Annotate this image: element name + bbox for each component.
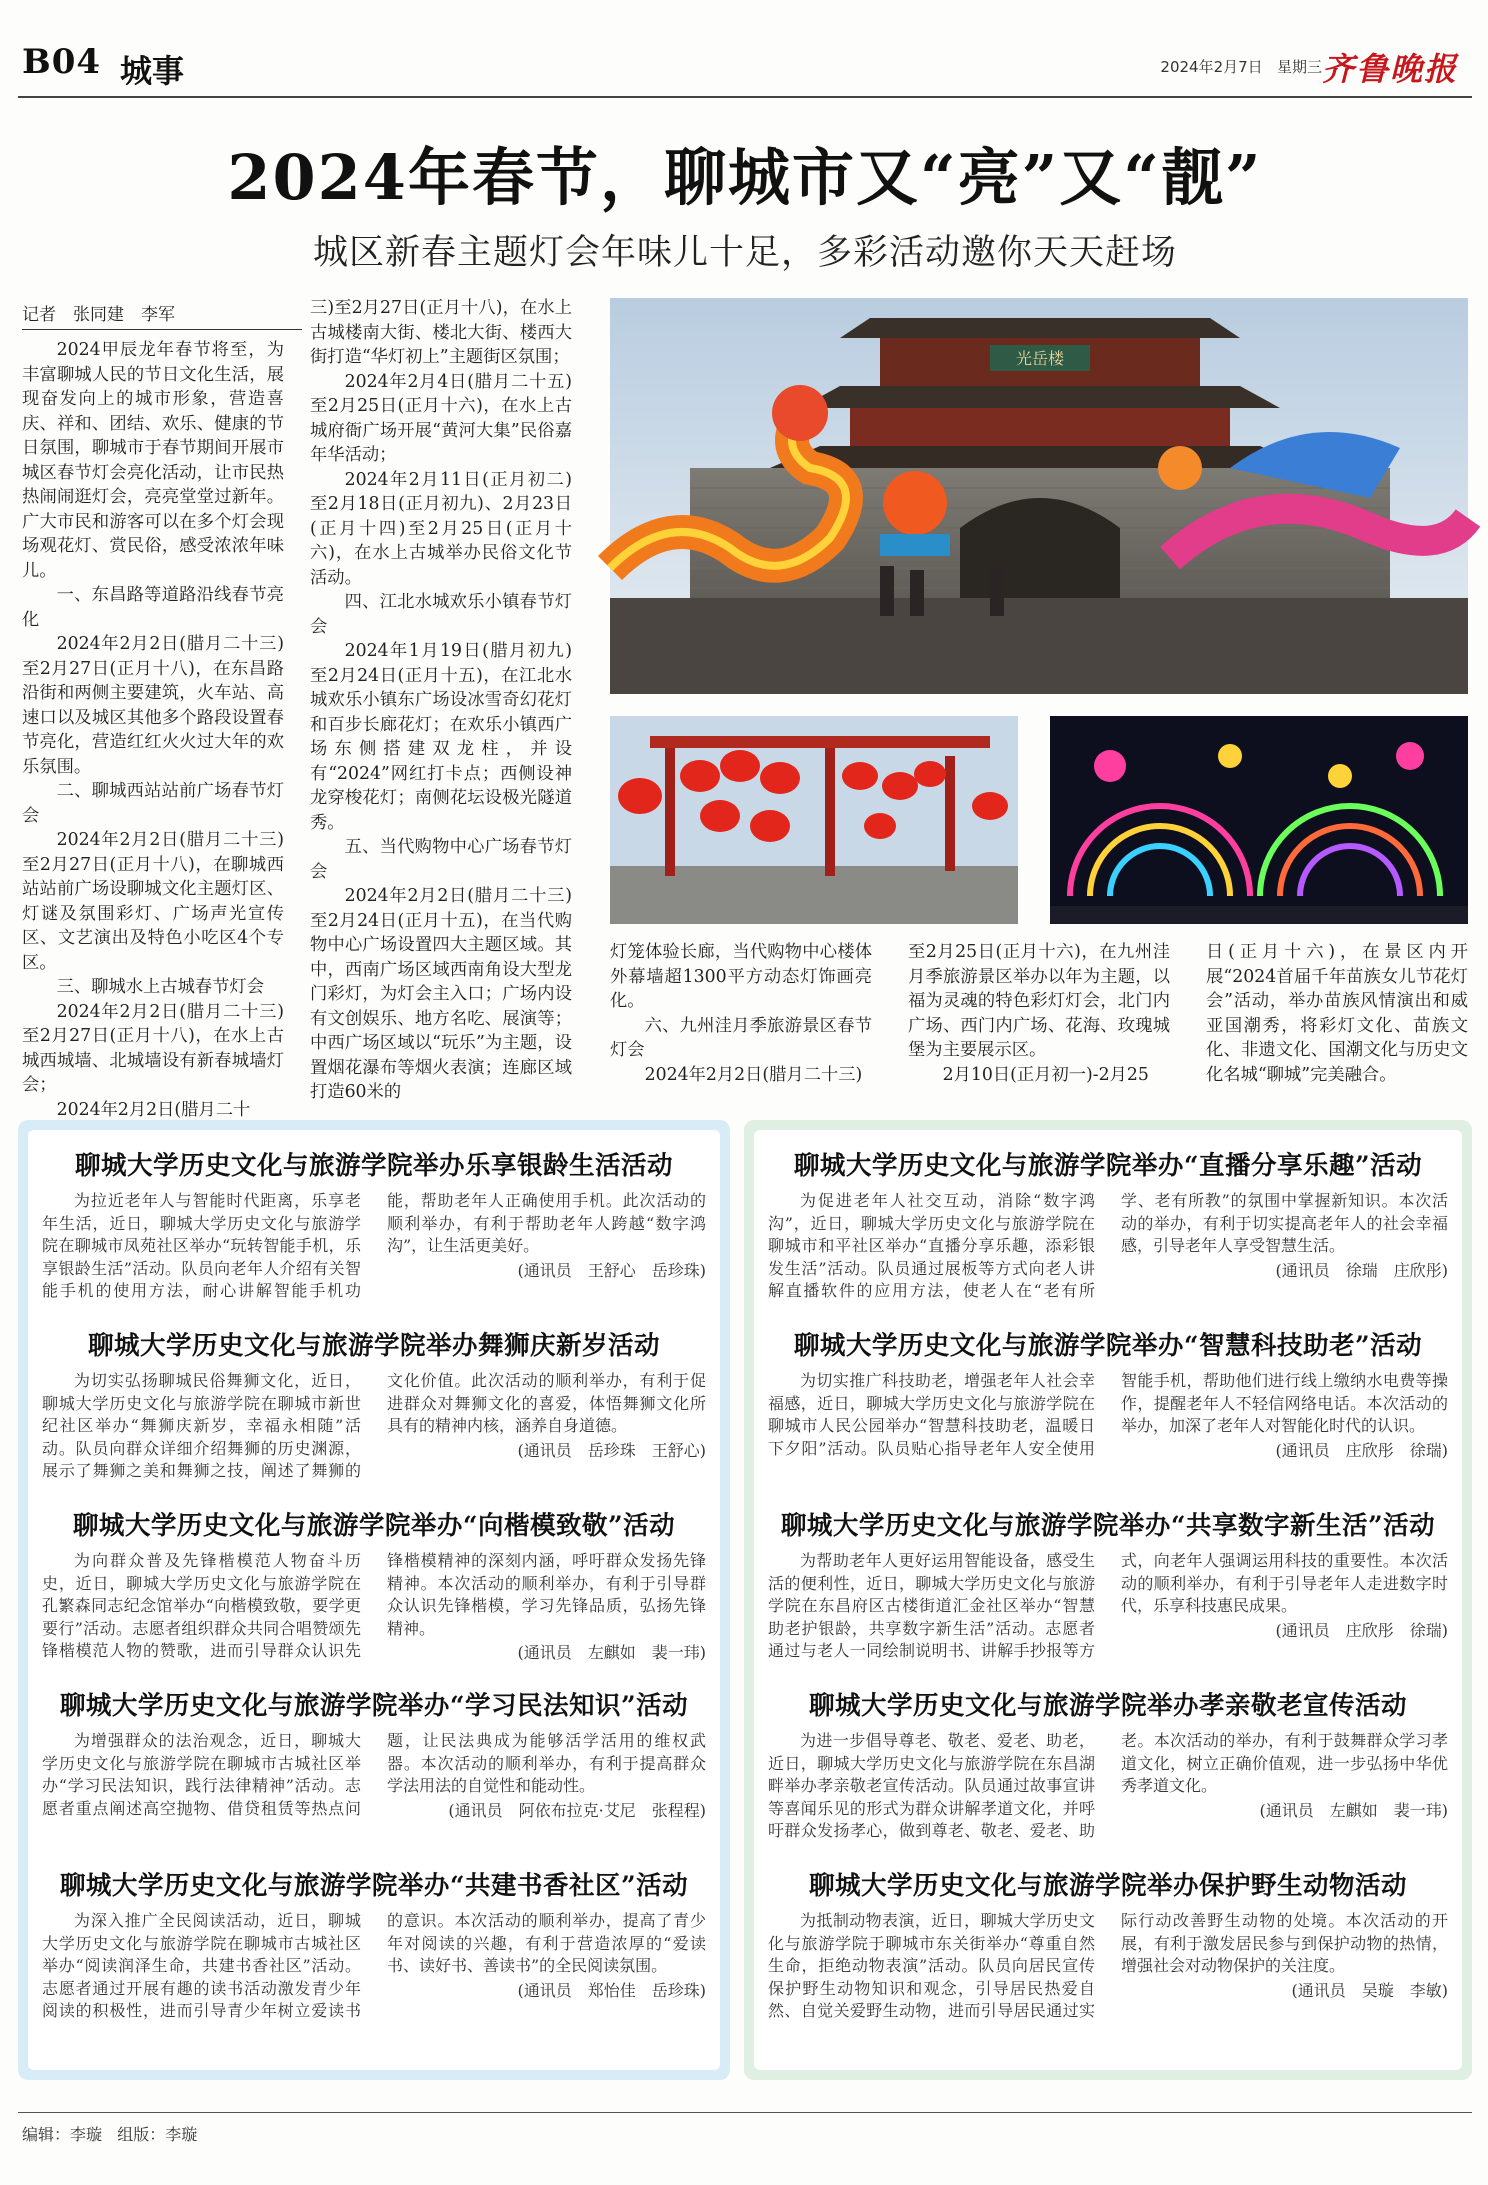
article-paragraph: 2024年2月2日(腊月二十三)至2月27日(正月十八)，在聊城西站站前广场设聊城文化主题灯区、灯谜及氛围彩灯、广场声光宣传区、文艺演出及特色小吃区4个专区。 (22, 830, 284, 973)
story-body: 为向群众普及先锋楷模范人物奋斗历史，近日，聊城大学历史文化与旅游学院在孔繁森同志纪念馆举办“向楷模致敬，要学更要行”活动。志愿者组织群众共同合唱赞颂先锋楷模范人物的赞歌，进而引导群众认识先锋楷模精神的深刻内涵，呼吁群众发扬先锋精神。本次活动的顺利举办，有利于引导群众认识先锋楷模，学习先锋品质，弘扬先锋精神。 (42, 1551, 706, 1660)
photo-red-lantern-corridor (610, 716, 1018, 924)
story-title: 聊城大学历史文化与旅游学院举办“直播分享乐趣”活动 (793, 1151, 1423, 1181)
story-body: 为抵制动物表演，近日，聊城大学历史文化与旅游学院于聊城市东关街举办“尊重自然生命，拒绝动物表演”活动。队员向居民宣传保护野生动物知识和观念，引导居民热爱自然、自觉关爱野生动物，进而引导居民通过实际行动改善野生动物的处境。本次活动的开展，有利于激发居民参与到保护动物的热情，增强社会对动物保护的关注度。 (768, 1911, 1448, 2020)
story-body: 为深入推广全民阅读活动，近日，聊城大学历史文化与旅游学院在聊城市古城社区举办“阅读润泽生命，共建书香社区”活动。志愿者通过开展有趣的读书活动激发青少年阅读的积极性，进而引导青少年树立爱读书的意识。本次活动的顺利举办，提高了青少年对阅读的兴趣，有利于营造浓厚的“爱读书、读好书、善读书”的全民阅读氛围。 (42, 1911, 706, 2020)
story-right-1 (768, 1146, 1448, 1303)
article-paragraph: 灯笼体验长廊，当代购物中心楼体外幕墙超1300平方动态灯饰画亮化。 (610, 942, 872, 1011)
article-paragraph: 2024年2月2日(腊月二十三)至2月27日(正月十八)，在东昌路沿街和两侧主要建筑，火车站、高速口以及城区其他多个路段设置春节亮化，营造红红火火过大年的欢乐氛围。 (22, 634, 284, 777)
story-body: 为进一步倡导尊老、敬老、爱老、助老，近日，聊城大学历史文化与旅游学院在东昌湖畔举办孝亲敬老宣传活动。队员通过故事宣讲等喜闻乐见的形式为群众讲解孝道文化，并呼吁群众发扬孝心，做到尊老、敬老、爱老、助老。本次活动的举办，有利于鼓舞群众学习孝道文化，树立正确价值观，进一步弘扬中华优秀孝道文化。 (768, 1731, 1448, 1840)
story-credit: (通讯员 左麒如 裴一玮) (517, 1643, 706, 1662)
article-paragraph: 四、江北水城欢乐小镇春节灯会 (310, 592, 572, 637)
story-body: 为切实推广科技助老，增强老年人社会幸福感，近日，聊城大学历史文化与旅游学院在聊城市人民公园举办“智慧科技助老，温暖日下夕阳”活动。队员贴心指导老年人安全使用智能手机，帮助他们进行线上缴纳水电费等操作，提醒老年人不轻信网络电话。本次活动的举办，加深了老年人对智能化时代的认识。 (768, 1371, 1448, 1458)
newspaper-logo: 齐鲁晚报 (1321, 50, 1458, 88)
story-left-5 (42, 1866, 706, 2023)
byline: 记者 张同建 李军 (22, 300, 302, 330)
story-left-2 (42, 1326, 706, 1483)
story-title: 聊城大学历史文化与旅游学院举办“向楷模致敬”活动 (72, 1511, 676, 1541)
box-right-panel (754, 1130, 1462, 2070)
story-title: 聊城大学历史文化与旅游学院举办“共建书香社区”活动 (59, 1871, 689, 1901)
article-paragraph: 至2月25日(正月十六)，在九州洼月季旅游景区举办以年为主题，以福为灵魂的特色彩灯灯会，北门内广场、西门内广场、花海、玫瑰城堡为主要展示区。 (908, 942, 1170, 1060)
story-credit: (通讯员 徐瑞 庄欣彤) (1275, 1260, 1448, 1280)
story-title: 聊城大学历史文化与旅游学院举办舞狮庆新岁活动 (87, 1331, 660, 1361)
story-credit: (通讯员 左麒如 裴一玮) (1259, 1800, 1448, 1820)
layout-credit: 组版：李璇 (117, 2125, 198, 2144)
box-left-panel (28, 1130, 720, 2070)
story-right-5 (768, 1866, 1448, 2023)
story-right-4 (768, 1686, 1448, 1843)
story-left-3 (42, 1506, 706, 1665)
story-left-4 (42, 1686, 706, 1822)
story-right-2 (768, 1326, 1448, 1462)
story-credit: (通讯员 岳珍珠 王舒心) (517, 1440, 706, 1460)
section-name: 城事 (120, 52, 185, 90)
story-right-3 (768, 1506, 1448, 1663)
story-body: 为增强群众的法治观念，近日，聊城大学历史文化与旅游学院在聊城市古城社区举办“学习民法知识，践行法律精神”活动。志愿者重点阐述高空抛物、借贷租赁等热点问题，让民法典成为能够活学活用的维权武器。本次活动的顺利举办，有利于提高群众学法用法的自觉性和能动性。 (42, 1731, 706, 1818)
dateline (1160, 56, 1322, 77)
footer-credits (22, 2122, 197, 2145)
story-body: 为切实弘扬聊城民俗舞狮文化，近日，聊城大学历史文化与旅游学院在聊城市新世纪社区举办“舞狮庆新岁，幸福永相随”活动。队员向群众详细介绍舞狮的历史渊源，展示了舞狮之美和舞狮之技，阐述了舞狮的文化价值。此次活动的顺利举办，有利于促进群众对舞狮文化的喜爱，体悟舞狮文化所具有的精神内核，涵养自身道德。 (42, 1371, 706, 1480)
article-paragraph: 2024年2月2日(腊月二十 (56, 1099, 251, 1120)
footer-divider (18, 2112, 1472, 2113)
story-body: 为促进老年人社交互动，消除“数字鸿沟”，近日，聊城大学历史文化与旅游学院在聊城市和平社区举办“直播分享乐趣，添彩银发生活”活动。队员通过展板等方式向老人讲解直播软件的应用方法，使老人在“老有所学、老有所教”的氛围中掌握新知识。本次活动的举办，有利于切实提高老年人的社会幸福感，引导老年人享受智慧生活。 (768, 1191, 1448, 1300)
issue-weekday: 星期三 (1276, 58, 1322, 76)
masthead (18, 38, 1472, 98)
article-column-3 (610, 940, 872, 1090)
story-body: 为拉近老年人与智能时代距离，乐享老年生活，近日，聊城大学历史文化与旅游学院在聊城市凤苑社区举办“玩转智能手机，乐享银龄生活”活动。队员向老年人介绍有关智能手机的使用方法，耐心讲解智能手机功能，帮助老年人正确使用手机。此次活动的顺利举办，有利于帮助老年人跨越“数字鸿沟”，让生活更美好。 (42, 1191, 706, 1300)
story-left-1 (42, 1146, 706, 1303)
article-column-4 (908, 940, 1170, 1090)
issue-date: 2024年2月7日 (1160, 58, 1263, 76)
story-credit: (通讯员 阿依布拉克·艾尼 张程程) (448, 1800, 706, 1820)
story-title: 聊城大学历史文化与旅游学院举办孝亲敬老宣传活动 (808, 1691, 1407, 1721)
article-column-5 (1206, 940, 1468, 1090)
page-code: B04 (22, 42, 102, 82)
article-paragraph: 二、聊城西站站前广场春节灯会 (22, 781, 284, 826)
article-paragraph: 2024年2月11日(正月初二)至2月18日(正月初九)、2月23日(正月十四)至2月25日(正月十六)，在水上古城举办民俗文化节活动。 (310, 469, 572, 588)
subheadline: 城区新春主题灯会年味儿十足，多彩活动邀你天天赶场 (312, 233, 1177, 273)
story-title: 聊城大学历史文化与旅游学院举办“共享数字新生活”活动 (780, 1511, 1436, 1541)
story-title: 聊城大学历史文化与旅游学院举办“学习民法知识”活动 (59, 1691, 689, 1721)
photo-neon-fan-lanterns (1050, 716, 1468, 924)
article-column-1 (22, 338, 284, 1120)
campus-news-box-right (744, 1120, 1472, 2080)
tower-plaque-text: 光岳楼 (1015, 349, 1065, 368)
story-credit: (通讯员 郑怡佳 岳珍珠) (517, 1980, 706, 2000)
article-paragraph: 三、聊城水上古城春节灯会 (56, 977, 264, 997)
photo-gate-tower-lanterns (610, 298, 1468, 694)
story-credit: (通讯员 吴璇 李敏) (1291, 1980, 1448, 2000)
article-paragraph: 2024年1月19日(腊月初九)至2月24日(正月十五)，在江北水城欢乐小镇东广场设冰雪奇幻花灯和百步长廊花灯；在欢乐小镇西广场东侧搭建双龙柱，并设有“2024”网红打卡点；西侧设神龙穿梭花灯；南侧花坛设极光隧道秀。 (310, 641, 572, 833)
article-paragraph: 三)至2月27日(正月十八)，在水上古城楼南大街、楼北大街、楼西大街打造“华灯初上”主题街区氛围； (310, 298, 572, 367)
article-paragraph: 2024年2月2日(腊月二十三)至2月24日(正月十五)，在当代购物中心广场设置四大主题区域。其中，西南广场区域西南角设大型龙门彩灯，为灯会主入口；广场内设有文创娱乐、地方名吃、展演等；中西广场区域以“玩乐”为主题，设置烟花瀑布等烟火表演；连廊区域打造60米的 (310, 886, 572, 1102)
article-paragraph: 2024甲辰龙年春节将至，为丰富聊城人民的节日文化生活，展现奋发向上的城市形象，营造喜庆、祥和、团结、欢乐、健康的节日氛围，聊城市于春节期间开展市城区春节灯会亮化活动，让市民热热闹闹逛灯会，亮亮堂堂过新年。广大市民和游客可以在多个灯会现场观花灯、赏民俗，感受浓浓年味儿。 (22, 340, 284, 581)
headline: 2024年春节，聊城市又“亮”又“靓” (227, 141, 1263, 214)
story-credit: (通讯员 庄欣彤 徐瑞) (1275, 1440, 1448, 1460)
story-title: 聊城大学历史文化与旅游学院举办保护野生动物活动 (808, 1871, 1407, 1901)
story-credit: (通讯员 王舒心 岳珍珠) (517, 1260, 706, 1280)
story-credit: (通讯员 庄欣彤 徐瑞) (1275, 1620, 1448, 1640)
article-paragraph: 日(正月十六)，在景区内开展“2024首届千年苗族女儿节花灯会”活动，举办苗族风情演出和威亚国潮秀，将彩灯文化、苗族文化、非遗文化、国潮文化与历史文化名城“聊城”完美融合。 (1206, 942, 1468, 1085)
story-title: 聊城大学历史文化与旅游学院举办“智慧科技助老”活动 (793, 1331, 1423, 1361)
article-column-2 (310, 296, 572, 1102)
story-title: 聊城大学历史文化与旅游学院举办乐享银龄生活活动 (74, 1151, 673, 1181)
campus-news-box-left (18, 1120, 730, 2080)
story-body: 为帮助老年人更好运用智能设备，感受生活的便利性，近日，聊城大学历史文化与旅游学院在东昌府区古楼街道汇金社区举办“智慧助老护银龄，共享数字新生活”活动。志愿者通过与老人一同绘制说明书、讲解手抄报等方式，向老年人强调运用科技的重要性。本次活动的顺利举办，有利于引导老年人走进数字时代，乐享科技惠民成果。 (768, 1551, 1448, 1660)
article-paragraph: 2024年2月2日(腊月二十三) (644, 1064, 863, 1085)
article-paragraph: 六、九州洼月季旅游景区春节灯会 (610, 1015, 872, 1060)
article-paragraph: 五、当代购物中心广场春节灯会 (310, 837, 572, 882)
article-paragraph: 一、东昌路等道路沿线春节亮化 (22, 585, 284, 630)
article-paragraph: 2月10日(正月初一)-2月25 (942, 1064, 1149, 1085)
editor-credit: 编辑：李璇 (22, 2125, 103, 2144)
article-paragraph: 2024年2月2日(腊月二十三)至2月27日(正月十八)，在水上古城西城墙、北城墙设有新春城墙灯会； (22, 1001, 284, 1095)
article-paragraph: 2024年2月4日(腊月二十五)至2月25日(正月十六)，在水上古城府衙广场开展“黄河大集”民俗嘉年华活动； (310, 371, 572, 465)
